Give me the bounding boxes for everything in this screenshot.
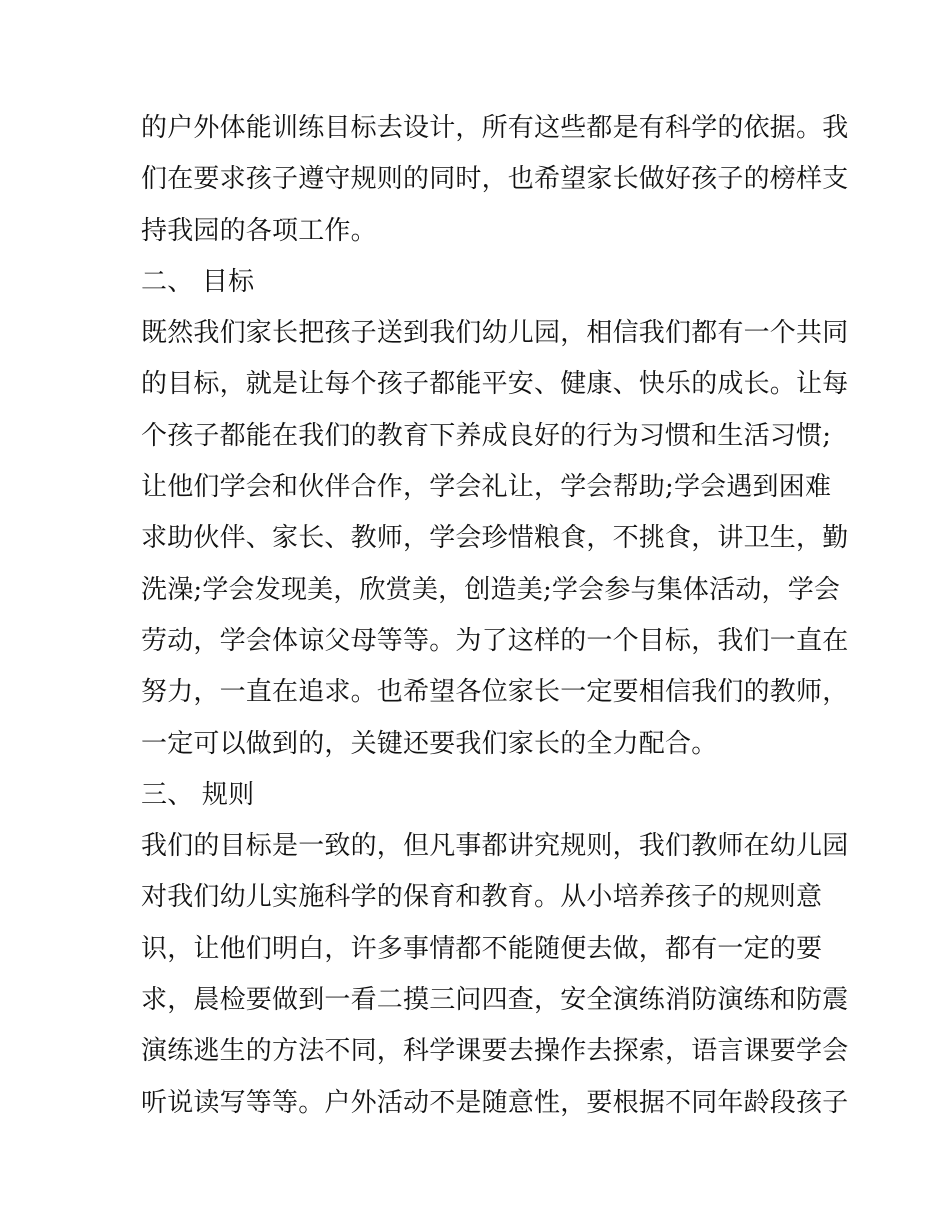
text-line-19: 演练逃生的方法不同，科学课要去操作去探索，语言课要学会 [141,1036,849,1067]
text-line-6: 的目标，就是让每个孩子都能平安、健康、快乐的成长。让每 [141,369,849,400]
text-line-2: 们在要求孩子遵守规则的同时，也希望家长做好孩子的榜样支 [141,164,849,195]
section-heading-goals: 二、 目标 [141,266,255,297]
text-line-12: 努力，一直在追求。也希望各位家长一定要相信我们的教师， [141,677,849,708]
text-line-13: 一定可以做到的，关键还要我们家长的全力配合。 [141,728,718,759]
text-line-18: 求，晨检要做到一看二摸三问四查，安全演练消防演练和防震 [141,985,849,1016]
text-line-15: 我们的目标是一致的，但凡事都讲究规则，我们教师在幼儿园 [141,831,849,862]
text-line-11: 劳动，学会体谅父母等等。为了这样的一个目标，我们一直在 [141,625,849,656]
document-body [141,103,849,1129]
section-heading-rules: 三、 规则 [141,779,255,810]
text-line-9: 求助伙伴、家长、教师，学会珍惜粮食，不挑食，讲卫生，勤 [141,523,849,554]
text-line-1: 的户外体能训练目标去设计，所有这些都是有科学的依据。我 [141,113,849,143]
text-line-5: 既然我们家长把孩子送到我们幼儿园，相信我们都有一个共同 [141,318,849,349]
text-line-3: 持我园的各项工作。 [141,215,377,246]
text-line-7: 个孩子都能在我们的教育下养成良好的行为习惯和生活习惯; [141,420,832,451]
text-line-8: 让他们学会和伙伴合作，学会礼让，学会帮助;学会遇到困难 [141,472,832,503]
text-line-20: 听说读写等等。户外活动不是随意性，要根据不同年龄段孩子 [141,1087,849,1118]
text-line-10: 洗澡;学会发现美，欣赏美，创造美;学会参与集体活动，学会 [141,574,841,605]
text-line-17: 识，让他们明白，许多事情都不能随便去做，都有一定的要 [141,933,823,964]
text-line-16: 对我们幼儿实施科学的保育和教育。从小培养孩子的规则意 [141,882,823,913]
